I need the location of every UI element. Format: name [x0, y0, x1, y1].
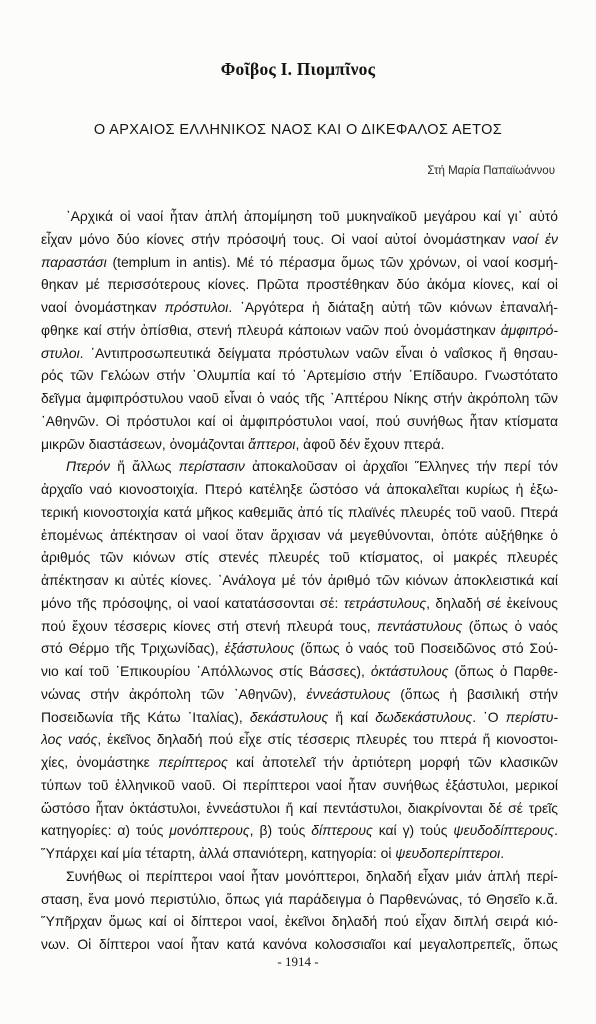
text-line: φθηκε καί στήν ὀπίσθια, στενή πλευρά κάποιων ναῶν πού ὀνομάστηκαν ἀμφιπρό- [41, 321, 558, 338]
text-line: λος ναός, ἐκεῖνος δηλαδή πού εἶχε στίς τέσσερις πλευρές του πτερά ἤ κιονοστοι- [41, 731, 558, 748]
text-line: ἀρχαῖο ναό κιονοστοιχία. Πτερό κατέληξε ὥστόσο νά ἀποκαλεῖται κυρίως ἡ ἐξω- [41, 481, 558, 497]
text-line: ὥστόσο ἦταν ὀκτάστυλοι, ἐννεάστυλοι ἤ καί πεντάστυλοι, διακρίνονται δέ σέ τρεῖς [41, 799, 558, 816]
text-line: μόνο τῆς πρόσοψης, οἱ ναοί κατατάσσονται σέ: τετράστυλους, δηλαδή σέ ἐκείνους [41, 594, 558, 611]
text-line: Πτερόν ἤ ἄλλως περίστασιν ἀποκαλοῦσαν οἱ ἀρχαῖοι Ἕλληνες τήν περί τόν [66, 458, 558, 475]
text-line: δεῖγμα ἀμφιπρόστυλου ναοῦ εἶναι ὁ ναός τῆς ᾿Απτέρου Νίκης στήν ἀκρόπολη τῶν [41, 390, 558, 406]
text-line: στό Θέρμο τῆς Τριχωνίδας), ἑξάστυλους (ὅπως ὁ ναός τοῦ Ποσειδῶνος στό Σού- [41, 640, 558, 657]
text-line: νώνας στήν ἀκρόπολη τῶν ᾿Αθηνῶν), ἐννεάστυλους (ὅπως ἡ βασιλική στήν [41, 685, 558, 702]
text-line: τύπων τοῦ ἑλληνικοῦ ναοῦ. Οἱ περίπτεροι ναοί ἦταν συνήθως ἑξάστυλοι, μερικοί [41, 776, 558, 793]
text-line: χίες, ὀνομάστηκε περίπτερος καί ἀποτελεῖ τήν ἀρτιότερη μορφή τῶν κλασικῶν [41, 754, 558, 770]
article-title: Ο ΑΡΧΑΙΟΣ ΕΛΛΗΝΙΚΟΣ ΝΑΟΣ ΚΑΙ Ο ΔΙΚΕΦΑΛΟΣ ΑΕΤΟΣ [93, 122, 503, 138]
text-line: νιο καί τοῦ ᾿Επικουρίου ᾿Απόλλωνος στίς Βάσσες), ὀκτάστυλους (ὅπως ὁ Παρθε- [41, 663, 558, 679]
text-line: ᾿Αρχικά οἱ ναοί ἦταν ἁπλή ἀπομίμηση τοῦ μυκηναϊκοῦ μεγάρου καί γι᾿ αὐτό [66, 208, 558, 224]
text-line: ναοί ὀνομάστηκαν πρόστυλοι. ᾿Αργότερα ἡ διάταξη αὐτή τῶν κιόνων ἐπαναλή- [41, 299, 558, 315]
text-line: ᾿Αθηνῶν. Οἱ πρόστυλοι καί οἱ ἀμφιπρόστυλοι ναοί, πού συνήθως ἦταν κτίσματα [41, 412, 558, 429]
author-name: Φοῖβος Ι. Πιομπῖνος [220, 59, 376, 79]
text-line: Ποσειδωνία τῆς Κάτω ᾿Ιταλίας), δεκάστυλους ἤ καί δωδεκάστυλους. ῾Ο περίστυ- [41, 708, 558, 725]
text-line: τερική κιονοστοιχία κατά μῆκος καθεμιᾶς ἀπό τίς πλαϊνές πλευρές τοῦ ναοῦ. Πτερά [41, 503, 558, 520]
text-line: θηκαν μέ περισσότερους κίονες. Πρῶτα προστέθηκαν δύο ἀκόμα κίονες, καί οἱ [41, 276, 558, 293]
text-line: σταση, ἕνα μονό περιστύλιο, ὅπως γιά παράδειγμα ὁ Παρθενώνας, τό Θησεῖο κ.ἄ. [41, 890, 558, 907]
text-line: ἐπομένως ἀπέκτησαν οἱ ναοί ὅταν ἄρχισαν νά μεγεθύνονται, ὁπότε αὐξήθηκε ὁ [41, 526, 558, 543]
text-line: ἀπέκτησαν κι αὐτές κίονες. ᾿Ανάλογα μέ τόν ἀριθμό τῶν κιόνων ἀποκλειστικά καί [41, 572, 558, 588]
dedication: Στή Μαρία Παπαϊωάννου [427, 165, 555, 177]
page-number: - 1914 - [277, 954, 319, 969]
text-line: νων. Οἱ δίπτεροι ναοί ἦταν κατά κανόνα κολοσσιαῖοι καί μεγαλοπρεπεῖς, ὅπως [41, 936, 558, 952]
text-line: ἀριθμός τῶν κιόνων στίς στενές πλευρές τοῦ κτίσματος, οἱ μακρές πλευρές [41, 549, 558, 566]
text-line: εἶχαν μόνο δύο κίονες στήν πρόσοψή τους. Οἱ ναοί αὐτοί ὀνομάστηκαν ναοί ἐν [41, 230, 558, 247]
text-line: ρός τῶν Γελώων στήν ᾿Ολυμπία καί τό ᾿Αρτεμίσιο στήν ᾿Επίδαυρο. Γνωστότατο [41, 367, 558, 384]
text-line: πού ἔχουν τέσσερις κίονες στή στενή πλευρά τους, πεντάστυλους (ὅπως ὁ ναός [41, 617, 558, 634]
text-line: ῞Υπάρχει καί μία τέταρτη, ἀλλά σπανιότερη, κατηγορία: οἱ ψευδοπερίπτεροι. [41, 845, 505, 861]
text-line: ῞Υπῆρχαν ὅμως καί οἱ δίπτεροι ναοί, ἐκεῖνοι δηλαδή πού εἶχαν διπλή σειρά κιό- [41, 913, 558, 930]
text-line: παραστάσι (templum in antis). Μέ τό πέρασμα ὅμως τῶν χρόνων, οἱ ναοί κοσμή- [41, 253, 558, 270]
text-line: στυλοι. ᾿Αντιπροσωπευτικά δείγματα πρόστυλων ναῶν εἶναι ὁ ναΐσκος ἤ θησαυ- [41, 344, 558, 361]
text-line: μικρῶν διαστάσεων, ὀνομάζονται ἄπτεροι, ἀφοῦ δέν ἔχουν πτερά. [41, 435, 445, 452]
text-line: κατηγορίες: α) τούς μονόπτερους, β) τούς δίπτερους καί γ) τούς ψευδοδίπτερους. [41, 822, 558, 839]
body-text [41, 205, 558, 956]
text-line: Συνήθως οἱ περίπτεροι ναοί ἦταν μονόπτεροι, δηλαδή εἶχαν μιάν ἁπλή περί- [66, 867, 558, 884]
